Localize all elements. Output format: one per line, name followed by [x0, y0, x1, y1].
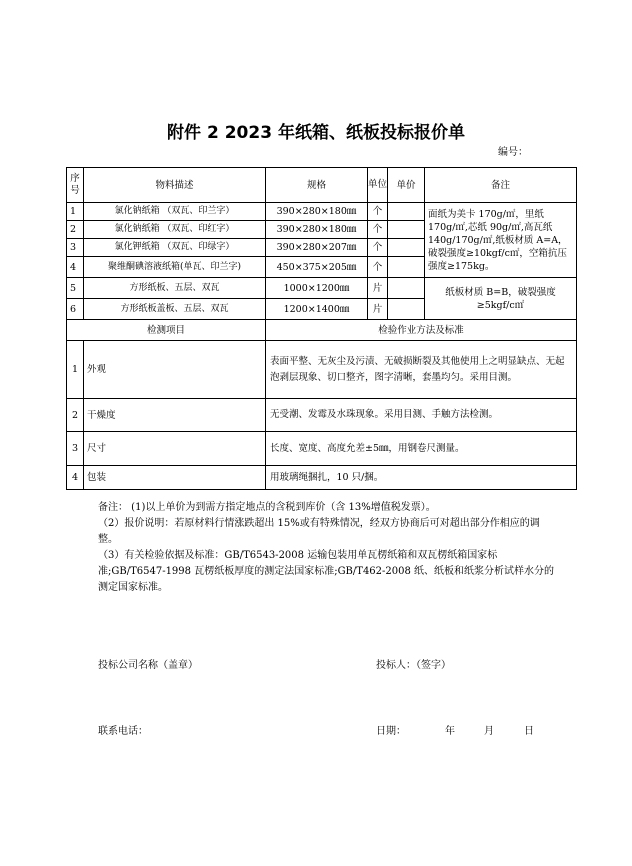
inspection-seq: 1 [67, 341, 84, 399]
inspection-seq: 4 [67, 466, 84, 490]
desc-cell: 氯化钾纸箱 （双瓦、印绿字） [84, 239, 266, 257]
inspection-method: 无受潮、发霉及水珠现象。采用目测、手触方法检测。 [266, 399, 577, 432]
note-box-spec: 面纸为美卡 170g/㎡，里纸 170g/㎡,芯纸 90g/㎡,高瓦纸 140g/170g/㎡,纸板材质 A=A，破裂强度≥10kgf/c㎡，空箱抗压强度≥175kg。 [425, 203, 577, 278]
inspection-method: 长度、宽度、高度允差±5㎜，用钢卷尺测量。 [266, 432, 577, 466]
spec-cell: 1200×1400㎜ [266, 299, 368, 320]
seq-cell: 1 [67, 203, 84, 221]
table-row [67, 203, 577, 221]
inspection-header-row [67, 320, 577, 341]
spec-cell: 450×375×205㎜ [266, 257, 368, 278]
seq-cell: 3 [67, 239, 84, 257]
inspection-method: 表面平整、无灰尘及污渍、无破损断裂及其他使用上之明显缺点、无起泡剥层现象、切口整齐，图字清晰，套墨均匀。采用目测。 [266, 341, 577, 399]
date-year-label: 年 [445, 726, 455, 737]
company-signature-label: 投标公司名称（盖章） [98, 660, 198, 671]
unit-cell: 个 [368, 203, 388, 221]
phone-label: 联系电话： [98, 726, 148, 737]
inspection-seq: 3 [67, 432, 84, 466]
header-spec: 规格 [266, 168, 368, 203]
inspection-item: 尺寸 [84, 432, 266, 466]
seq-cell: 5 [67, 278, 84, 299]
desc-cell: 聚维酮碘溶液纸箱(单瓦、印兰字) [84, 257, 266, 278]
inspection-method: 用玻璃绳捆扎，10 只/捆。 [266, 466, 577, 490]
spec-cell: 1000×1200㎜ [266, 278, 368, 299]
price-cell[interactable] [388, 299, 425, 320]
price-cell[interactable] [388, 221, 425, 239]
price-cell[interactable] [388, 257, 425, 278]
unit-cell: 个 [368, 239, 388, 257]
table-row [67, 278, 577, 299]
inspection-row [67, 466, 577, 490]
unit-cell: 片 [368, 278, 388, 299]
date-day-label: 日 [524, 726, 534, 737]
bidder-signature-label: 投标人：（签字） [376, 660, 451, 671]
table-header-row [67, 168, 577, 203]
spec-cell: 390×280×180㎜ [266, 221, 368, 239]
remark-3: （3）有关检验依据及标准：GB/T6543-2008 运输包装用单瓦楞纸箱和双瓦楞纸箱国家标准;GB/T6547-1998 瓦楞纸板厚度的测定法国家标准;GB/T462-2008 纸、纸板和纸浆分析试样水分的测定国家标准。 [98, 550, 555, 593]
inspection-item: 包装 [84, 466, 266, 490]
desc-cell: 氯化钠纸箱 （双瓦、印红字） [84, 221, 266, 239]
desc-cell: 氯化钠纸箱 （双瓦、印兰字） [84, 203, 266, 221]
spec-cell: 390×280×180㎜ [266, 203, 368, 221]
inspection-row [67, 399, 577, 432]
unit-cell: 个 [368, 221, 388, 239]
remark-2: （2）报价说明：若原材料行情涨跌超出 15%或有特殊情况，经双方协商后可对超出部分作相应的调整。 [98, 518, 540, 545]
desc-cell: 方形纸板、五层、双瓦 [84, 278, 266, 299]
serial-number-label: 编号： [498, 147, 528, 158]
seq-cell: 6 [67, 299, 84, 320]
price-cell[interactable] [388, 203, 425, 221]
header-note: 备注 [425, 168, 577, 203]
remark-1: 备注： (1)以上单价为到需方指定地点的含税到库价（含 13%增值税发票）。 [98, 502, 436, 513]
note-board-spec: 纸板材质 B=B，破裂强度≥5kgf/c㎡ [425, 278, 577, 320]
seq-cell: 2 [67, 221, 84, 239]
header-price: 单价 [388, 168, 425, 203]
remarks-section [98, 500, 558, 596]
header-desc: 物料描述 [84, 168, 266, 203]
header-unit: 单位 [368, 168, 388, 203]
price-cell[interactable] [388, 239, 425, 257]
quotation-table [66, 167, 577, 490]
inspection-item-header: 检测项目 [67, 320, 266, 341]
date-label: 日期： [376, 726, 406, 737]
inspection-method-header: 检验作业方法及标准 [266, 320, 577, 341]
inspection-item: 外观 [84, 341, 266, 399]
header-seq: 序号 [67, 168, 84, 203]
unit-cell: 个 [368, 257, 388, 278]
inspection-seq: 2 [67, 399, 84, 432]
price-cell[interactable] [388, 278, 425, 299]
desc-cell: 方形纸板盖板、五层、双瓦 [84, 299, 266, 320]
page-title: 附件 2 2023 年纸箱、纸板投标报价单 [167, 123, 465, 143]
unit-cell: 片 [368, 299, 388, 320]
date-month-label: 月 [484, 726, 494, 737]
inspection-row [67, 341, 577, 399]
inspection-row [67, 432, 577, 466]
inspection-item: 干燥度 [84, 399, 266, 432]
spec-cell: 390×280×207㎜ [266, 239, 368, 257]
seq-cell: 4 [67, 257, 84, 278]
